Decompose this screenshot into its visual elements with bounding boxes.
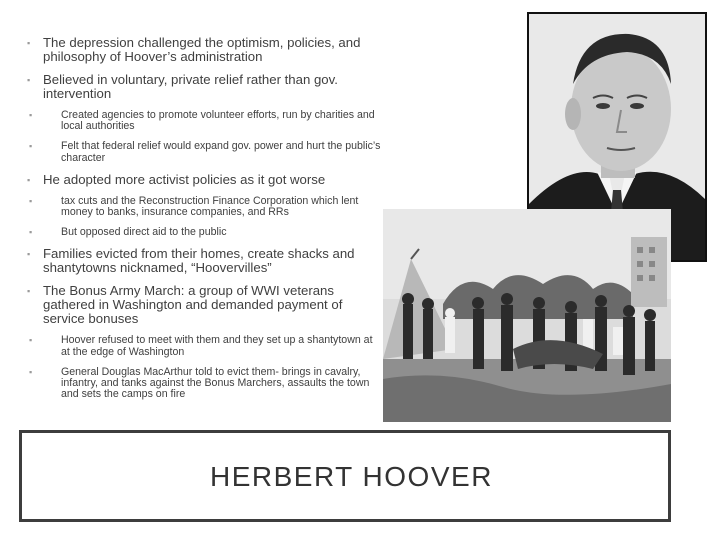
sub-bullet-item [26,335,381,357]
bullet-item [26,36,381,64]
bullet-marker: ▪ [27,75,31,85]
bonus-army-illustration [383,209,671,422]
bullet-text: Hoover refused to meet with them and they set up a shantytown at at the edge of Washington [61,334,373,358]
bullet-text: But opposed direct aid to the public [61,226,227,239]
bullet-marker: ▪ [29,110,33,120]
bullet-text: tax cuts and the Reconstruction Finance Corporation which lent money to banks, insurance companies, and RRs [61,194,359,219]
sub-bullet-item [26,196,381,218]
bullet-marker: ▪ [29,195,33,206]
bullet-item [26,173,381,187]
bullet-text: Believed in voluntary, private relief rather than gov. intervention [43,72,338,101]
bullet-item [26,73,381,101]
sub-bullet-item [26,367,381,401]
bullet-text: The Bonus Army March: a group of WWI veterans gathered in Washington and demanded payment of service bonuses [43,283,343,327]
bullet-text: He adopted more activist policies as it got worse [43,171,326,187]
bonus-army-photo [383,209,671,422]
bullet-marker: ▪ [29,141,33,152]
sub-bullet-item [26,227,381,238]
bullet-marker: ▪ [29,366,33,377]
bullet-list [26,36,381,409]
bullet-marker: ▪ [29,227,33,238]
bullet-text: Created agencies to promote volunteer efforts, run by charities and local authorities [61,109,375,133]
bullet-item [26,247,381,275]
bullet-text: Felt that federal relief would expand gov. power and hurt the public’s character [61,140,381,164]
bullet-marker: ▪ [27,249,31,260]
bullet-text: General Douglas MacArthur told to evict them- brings in cavalry, infantry, and tanks against the Bonus Marchers, assaults the town and sets the camps on fire [61,365,370,401]
bullet-marker: ▪ [29,335,33,346]
sub-bullet-item [26,141,381,163]
bullet-marker: ▪ [27,286,31,297]
bullet-text: The depression challenged the optimism, policies, and philosophy of Hoover’s administration [43,35,361,64]
sub-bullet-item [26,110,381,132]
slide-title: HERBERT HOOVER [210,461,493,492]
bullet-text: Families evicted from their homes, create shacks and shantytowns nicknamed, “Hoovervilles” [43,246,355,276]
bullet-marker: ▪ [27,38,31,48]
title-box [19,430,671,522]
bullet-marker: ▪ [27,174,31,185]
bullet-item [26,284,381,326]
